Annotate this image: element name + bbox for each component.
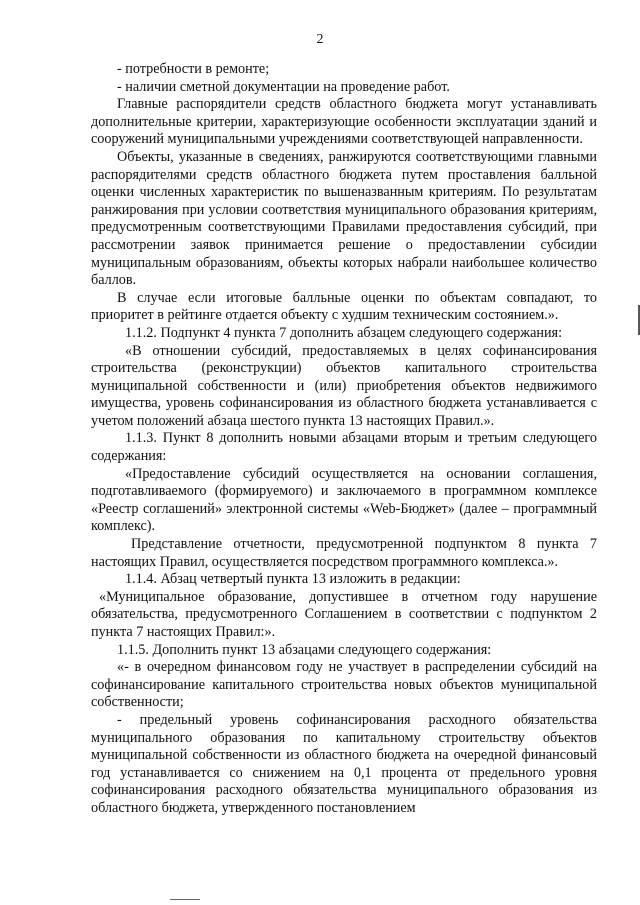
paragraph: - предельный уровень софинансирования расходного обязательства муниципального образования по капитальному строительству объектов муниципальной собственности из областного бюджета на очередной финансовый год устанавливается со снижением на 0,1 процента от предельного уровня софинансирования расходного обязательства муниципального образования из областного бюджета, утвержденного постановлением bbox=[91, 711, 597, 816]
paragraph: В случае если итоговые балльные оценки по объектам совпадают, то приоритет в рейтинге отдается объекту с худшим техническим состоянием.». bbox=[91, 289, 597, 324]
page-number: 2 bbox=[316, 32, 324, 47]
paragraph: Объекты, указанные в сведениях, ранжируются соответствующими главными распорядителями средств областного бюджета путем проставления балльной оценки численных характеристик по вышеназванным критериям. По результатам ранжирования при условии соответствия муниципального образования критериям, предусмотренным соответствующими Правилами предоставления субсидий, при рассмотрении заявок принимается решение о предоставлении субсидии муниципальным образованиям, объекты которых набрали наибольшее количество баллов. bbox=[91, 148, 597, 289]
paragraph: Главные распорядители средств областного бюджета могут устанавливать дополнительные критерии, характеризующие особенности эксплуатации зданий и сооружений муниципальными учреждениями соответствующей направленности. bbox=[91, 96, 597, 148]
paragraph: «Предоставление субсидий осуществляется на основании соглашения, подготавливаемого (формируемого) и заключаемого в программном комплексе «Реестр соглашений» электронной системы «Web-Бюджет» (далее – программный комплекс). bbox=[91, 465, 597, 535]
paragraph: «- в очередном финансовом году не участвует в распределении субсидий на софинансирование капитального строительства новых объектов муниципальной собственности; bbox=[91, 659, 597, 711]
paragraph: 1.1.4. Абзац четвертый пункта 13 изложить в редакции: bbox=[125, 571, 461, 588]
document-body bbox=[91, 61, 597, 818]
paragraph: 1.1.3. Пункт 8 дополнить новыми абзацами вторым и третьим следующего содержания: bbox=[91, 430, 597, 465]
paragraph: 1.1.5. Дополнить пункт 13 абзацами следующего содержания: bbox=[117, 641, 492, 658]
paragraph: Представление отчетности, предусмотренной подпунктом 8 пункта 7 настоящих Правил, осуществляется посредством программного комплекса.». bbox=[91, 536, 597, 570]
footer-rule bbox=[170, 899, 200, 903]
paragraph: «Муниципальное образование, допустившее в отчетном году нарушение обязательства, предусмотренного Соглашением в соответствии с подпунктом 2 пункта 7 настоящих Правил:». bbox=[91, 588, 597, 640]
paragraph: - потребности в ремонте; bbox=[117, 61, 270, 77]
paragraph: 1.1.2. Подпункт 4 пункта 7 дополнить абзацем следующего содержания: bbox=[125, 324, 563, 341]
paragraph: «В отношении субсидий, предоставляемых в целях софинансирования строительства (реконструкции) объектов капитального строительства муниципальной собственности и (или) приобретения объектов недвижимого имущества, уровень софинансирования из областного бюджета устанавливается с учетом положений абзаца шестого пункта 13 настоящих Правил.». bbox=[91, 342, 597, 429]
paragraph: - наличии сметной документации на проведение работ. bbox=[117, 78, 450, 95]
